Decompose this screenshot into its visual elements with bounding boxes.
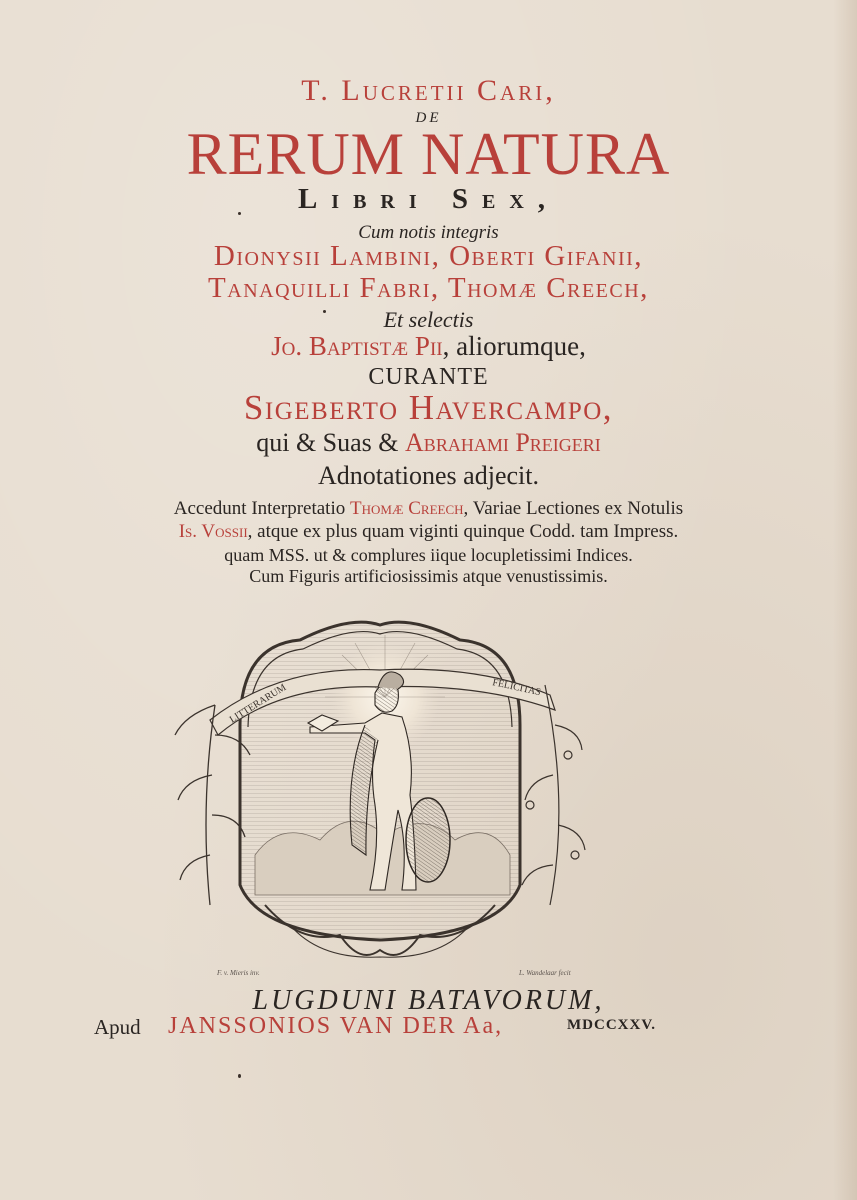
- engraving-credit-engraver: L. Wandelaar fecit: [519, 969, 571, 977]
- subtitle-books: Libri Sex,: [297, 183, 560, 215]
- creech-name: Thomæ Creech: [349, 498, 464, 519]
- variae-text: , Variae Lectiones ex Notulis: [463, 498, 684, 519]
- ink-speck: [323, 310, 326, 313]
- codices-text: , atque ex plus quam viginti quinque Codd. tam Impress.: [247, 521, 679, 542]
- vossius-name: Is. Vossii: [178, 521, 248, 542]
- indices-line: quam MSS. ut & complures iique locupletissimi Indices.: [224, 545, 633, 565]
- others-text: , aliorumque,: [442, 331, 586, 361]
- author-line: T. Lucretii Cari,: [301, 74, 556, 107]
- curante-line: CURANTE: [368, 364, 489, 390]
- main-title: RERUM NATURA: [186, 121, 671, 187]
- accedunt-line: [0, 498, 857, 520]
- editor-additions-text: qui & Suas &: [256, 428, 406, 457]
- selected-commentators: [0, 331, 857, 362]
- imprint-year: MDCCXXV.: [567, 1017, 656, 1033]
- imprint-printer: JANSSONIOS VAN DER Aa,: [168, 1013, 504, 1039]
- engraved-vignette: [170, 605, 590, 975]
- commentators-line-2: Tanaquilli Fabri, Thomæ Creech,: [208, 272, 649, 304]
- selected-intro: Et selectis: [383, 307, 474, 332]
- annotations-line: Adnotationes adjecit.: [318, 461, 539, 490]
- commentators-line-1: Dionysii Lambini, Oberti Gifanii,: [213, 240, 644, 272]
- figures-line: Cum Figuris artificiosissimis atque venustissimis.: [249, 566, 608, 586]
- accedunt-text: Accedunt Interpretatio: [173, 498, 350, 519]
- preposition-line: de: [415, 103, 442, 127]
- banner-text-right: FELICITAS: [491, 677, 542, 699]
- editor-additions: [0, 428, 857, 458]
- vossius-line: [0, 521, 857, 543]
- banner-text-left: LITTERARUM: [227, 682, 289, 726]
- engraving-credit-inventor: F. v. Mieris inv.: [217, 969, 260, 977]
- ink-speck: [238, 212, 241, 215]
- editor-name: Sigeberto Havercampo,: [243, 388, 614, 427]
- imprint-apud: Apud: [94, 1015, 141, 1039]
- pius-name: Jo. Baptistæ Pii: [271, 331, 443, 361]
- ink-speck: [238, 1074, 241, 1078]
- imprint-city: LUGDUNI BATAVORUM,: [252, 985, 605, 1016]
- vine-right: [522, 685, 585, 905]
- notes-intro: Cum notis integris: [358, 222, 499, 243]
- shield: [406, 798, 450, 882]
- preiger-name: Abrahami Preigeri: [405, 428, 601, 457]
